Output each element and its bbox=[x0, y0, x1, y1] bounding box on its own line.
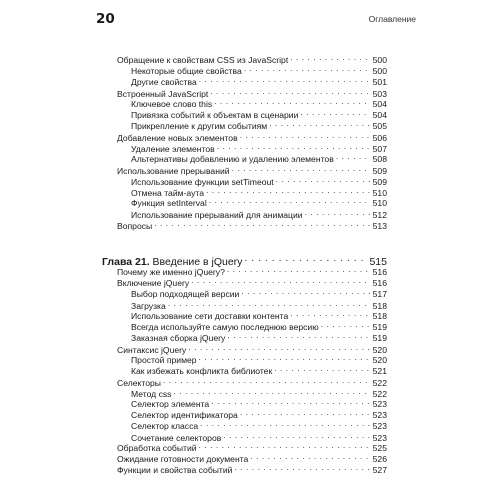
toc-page-number: 520 bbox=[372, 355, 387, 365]
toc-entry-label: Включение jQuery bbox=[117, 278, 190, 288]
toc-entry-label: Прикрепление к другим событиям bbox=[131, 121, 268, 131]
toc-entry-label: Использование прерываний для анимации bbox=[131, 210, 303, 220]
dot-leader bbox=[269, 118, 369, 129]
toc-page-number: 506 bbox=[372, 133, 387, 143]
dot-leader bbox=[154, 218, 369, 229]
toc-page-number: 520 bbox=[372, 345, 387, 355]
dot-leader bbox=[209, 195, 370, 206]
toc-page-number: 512 bbox=[372, 210, 387, 220]
toc-page-number: 519 bbox=[372, 333, 387, 343]
toc-entry-label: Сочетание селекторов bbox=[131, 433, 222, 443]
toc-page-number: 518 bbox=[372, 301, 387, 311]
toc-entry-label: Почему же именно jQuery? bbox=[117, 267, 225, 277]
toc-page-number: 516 bbox=[372, 267, 387, 277]
toc-entry-label: Удаление элементов bbox=[131, 144, 215, 154]
toc-entry-label: Использование функции setTimeout bbox=[131, 177, 274, 187]
toc-page-number: 500 bbox=[372, 66, 387, 76]
toc-entry-label: Селектор класса bbox=[131, 421, 199, 431]
toc-entry-label: Привязка событий к объектам в сценарии bbox=[131, 110, 299, 120]
toc-entry-label: Функции и свойства событий bbox=[117, 465, 233, 475]
toc-entry-label: Простой пример bbox=[131, 355, 197, 365]
toc-entry-label: Вопросы bbox=[117, 221, 153, 231]
chapter-prefix: Глава 21. bbox=[102, 256, 150, 268]
toc-entry-label: Загрузка bbox=[131, 301, 166, 311]
toc-entry-label: Отмена тайм-аута bbox=[131, 188, 205, 198]
toc-entry-label: Функция setInterval bbox=[131, 198, 207, 208]
toc-entry-label: Селектор идентификатора bbox=[131, 410, 238, 420]
toc-page-number: 522 bbox=[372, 378, 387, 388]
toc-page-number: 522 bbox=[372, 389, 387, 399]
dot-leader bbox=[227, 330, 369, 341]
toc-page-number: 501 bbox=[372, 77, 387, 87]
toc-page-number: 504 bbox=[372, 110, 387, 120]
toc-entry-label: Как избежать конфликта библиотек bbox=[131, 366, 273, 376]
toc-page-number: 509 bbox=[372, 166, 387, 176]
toc-entry-label: Использование сети доставки контента bbox=[131, 311, 289, 321]
toc-entry bbox=[117, 218, 387, 232]
toc-page-number: 510 bbox=[372, 198, 387, 208]
dot-leader bbox=[274, 363, 369, 374]
dot-leader bbox=[199, 74, 370, 85]
toc-entry-label: Селектор элемента bbox=[131, 399, 210, 409]
toc-page-number: 523 bbox=[372, 410, 387, 420]
toc-page-number: 526 bbox=[372, 454, 387, 464]
dot-leader bbox=[244, 63, 370, 74]
toc-page-number: 507 bbox=[372, 144, 387, 154]
toc-entry-label: Встроенный JavaScript bbox=[117, 89, 209, 99]
toc-entry-label: Добавление новых элементов bbox=[117, 133, 238, 143]
page-header bbox=[96, 9, 416, 29]
toc-page-number: 504 bbox=[372, 99, 387, 109]
toc-entry-label: Альтернативы добавлению и удалению элементов bbox=[131, 154, 334, 164]
dot-leader bbox=[300, 107, 369, 118]
page-number: 20 bbox=[96, 11, 115, 27]
toc-page-number: 517 bbox=[372, 289, 387, 299]
dot-leader bbox=[290, 52, 369, 63]
toc-entry bbox=[117, 462, 387, 476]
toc-page-number: 523 bbox=[372, 399, 387, 409]
toc-entry-label: Обработка событий bbox=[117, 443, 197, 453]
toc-entry-label: Использование прерываний bbox=[117, 166, 230, 176]
toc-entry-label: Метод css bbox=[131, 389, 172, 399]
dot-leader bbox=[214, 96, 370, 107]
dot-leader bbox=[200, 418, 369, 429]
dot-leader bbox=[240, 130, 370, 141]
dot-leader bbox=[199, 440, 370, 451]
toc-page-number: 518 bbox=[372, 311, 387, 321]
toc-page-number: 510 bbox=[372, 188, 387, 198]
dot-leader bbox=[191, 275, 370, 286]
dot-leader bbox=[240, 407, 370, 418]
dot-leader bbox=[250, 451, 369, 462]
toc-page-number: 505 bbox=[372, 121, 387, 131]
dot-leader bbox=[232, 163, 370, 174]
toc-entry-label: Ожидание готовности документа bbox=[117, 454, 249, 464]
dot-leader bbox=[234, 462, 369, 473]
running-title: Оглавление bbox=[368, 14, 416, 24]
dot-leader bbox=[276, 174, 370, 185]
dot-leader bbox=[241, 286, 369, 297]
toc-page-number: 515 bbox=[369, 256, 387, 268]
toc-entry-label: Селекторы bbox=[117, 378, 161, 388]
toc-page-number: 527 bbox=[372, 465, 387, 475]
toc-entry-label: Обращение к свойствам CSS из JavaScript bbox=[117, 55, 289, 65]
toc-page-number: 513 bbox=[372, 221, 387, 231]
toc-entry-label: Другие свойства bbox=[131, 77, 197, 87]
toc-entry-label: Заказная сборка jQuery bbox=[131, 333, 226, 343]
dot-leader bbox=[199, 352, 370, 363]
toc-page-number: 503 bbox=[372, 89, 387, 99]
toc-entry-label: Некоторые общие свойства bbox=[131, 66, 242, 76]
toc-page-number: 500 bbox=[372, 55, 387, 65]
chapter-name: Введение в jQuery bbox=[149, 256, 243, 268]
toc-entry-label: Ключевое слово this bbox=[131, 99, 213, 109]
toc-page-number: 509 bbox=[372, 177, 387, 187]
toc-entry-label: Синтаксис jQuery bbox=[117, 345, 187, 355]
dot-leader bbox=[305, 207, 370, 218]
dot-leader bbox=[290, 308, 369, 319]
toc-page-number: 523 bbox=[372, 421, 387, 431]
dot-leader bbox=[163, 375, 370, 386]
dot-leader bbox=[227, 264, 370, 275]
dot-leader bbox=[211, 396, 369, 407]
toc-page-number: 508 bbox=[372, 154, 387, 164]
toc-page-number: 516 bbox=[372, 278, 387, 288]
toc-entry-label: Всегда используйте самую последнюю версию bbox=[131, 322, 319, 332]
toc-page-number: 521 bbox=[372, 366, 387, 376]
toc-page-number: 525 bbox=[372, 443, 387, 453]
dot-leader bbox=[321, 319, 370, 330]
toc-page-number: 523 bbox=[372, 433, 387, 443]
toc-entry-label: Выбор подходящей версии bbox=[131, 289, 240, 299]
toc-page-number: 519 bbox=[372, 322, 387, 332]
dot-leader bbox=[336, 151, 370, 162]
